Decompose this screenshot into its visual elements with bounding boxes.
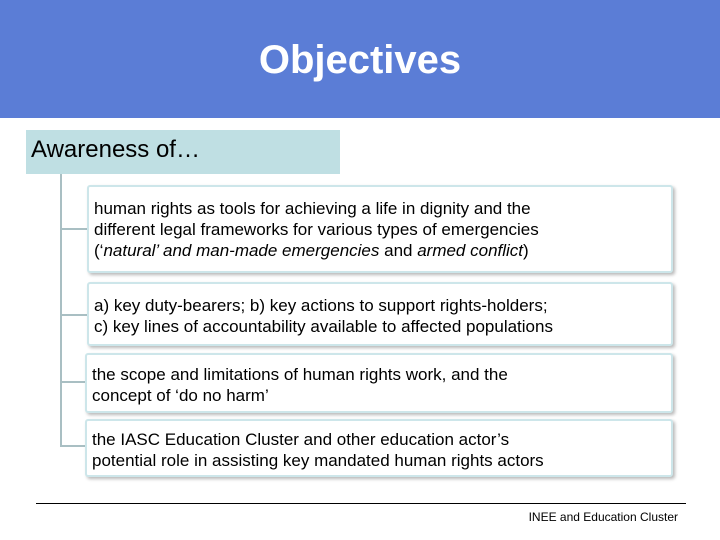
tree-connector-branch [60, 314, 88, 316]
tree-connector-branch [60, 381, 88, 383]
tree-connector-branch [60, 445, 88, 447]
footer-text: INEE and Education Cluster [528, 510, 678, 524]
item-text: ) [523, 241, 529, 260]
item-line: c) key lines of accountability available to affected populations [94, 317, 553, 336]
item-text-italic: armed conflict [417, 241, 524, 260]
item-line [94, 240, 666, 261]
item-line: human rights as tools for achieving a life in dignity and the [94, 199, 531, 218]
tree-connector-vertical [60, 174, 62, 446]
objective-item [85, 419, 673, 477]
title-bar [0, 0, 720, 118]
item-line: a) key duty-bearers; b) key actions to support rights-holders; [94, 296, 548, 315]
item-text: and [379, 241, 418, 260]
item-line: potential role in assisting key mandated human rights actors [92, 451, 544, 470]
objective-item [85, 353, 673, 413]
slide-title: Objectives [258, 37, 462, 82]
item-line: different legal frameworks for various types of emergencies [94, 220, 539, 239]
item-line: the scope and limitations of human rights work, and the [92, 365, 508, 384]
objective-item [87, 282, 673, 346]
objective-item [87, 185, 673, 273]
item-line: concept of ‘do no harm’ [92, 386, 269, 405]
awareness-header: Awareness of… [26, 130, 340, 174]
footer-divider [36, 503, 686, 504]
tree-connector-branch [60, 228, 88, 230]
item-text: (‘ [94, 241, 104, 260]
item-line: the IASC Education Cluster and other education actor’s [92, 430, 510, 449]
item-text-italic: natural’ and man-made emergencies [103, 241, 380, 260]
